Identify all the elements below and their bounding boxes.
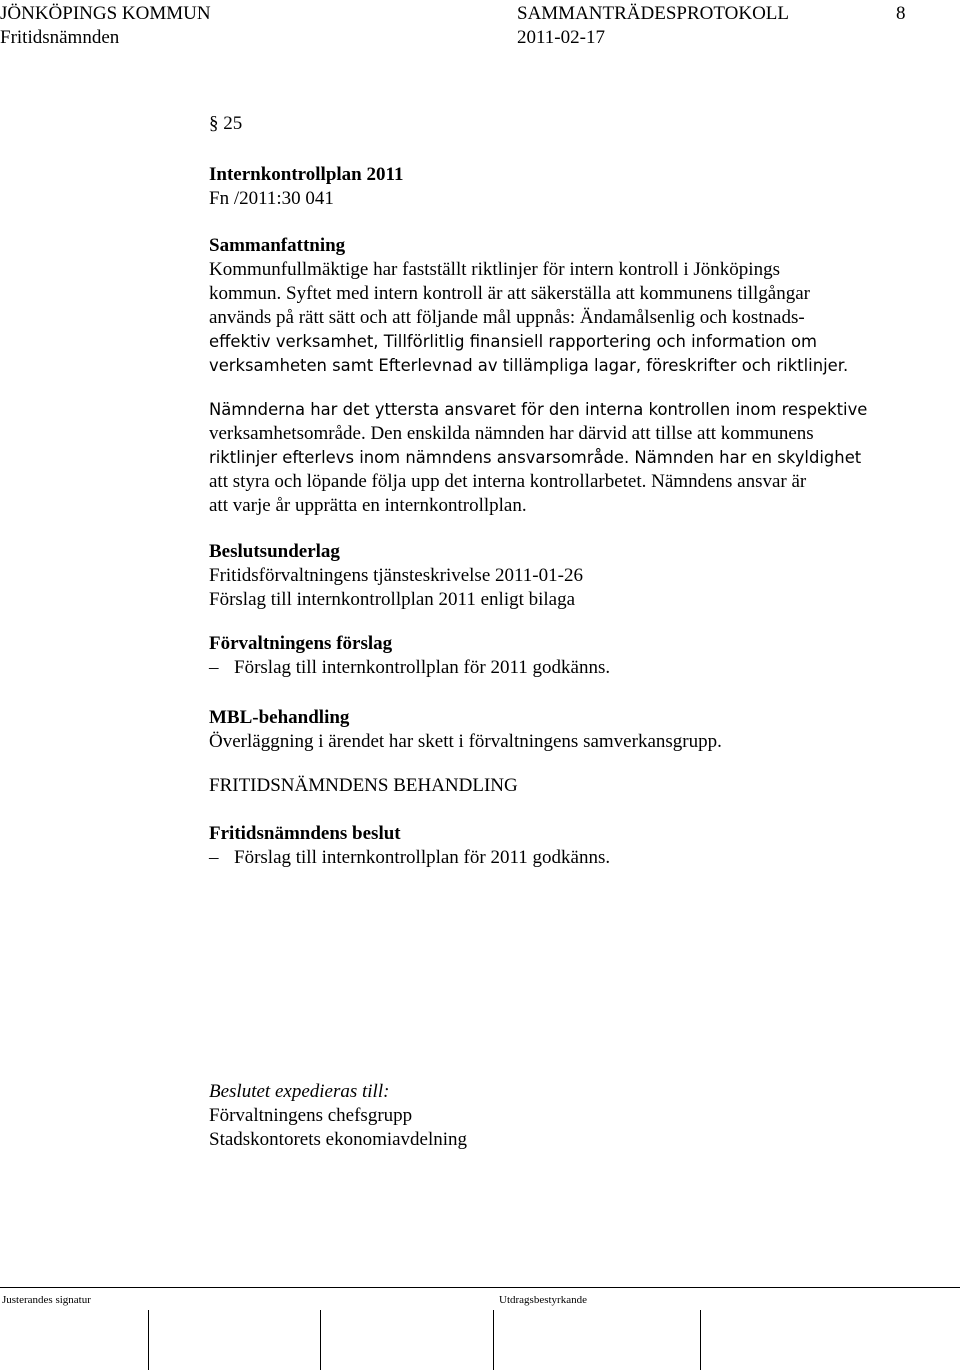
list-dash: –	[209, 657, 219, 678]
distribution-line: Stadskontorets ekonomiavdelning	[209, 1129, 468, 1150]
summary-line: används på rätt sätt och att följande mål uppnås: Ändamålsenlig och kostnads-	[209, 307, 805, 328]
certification-label: Utdragsbestyrkande	[499, 1294, 587, 1306]
decision-heading: Fritidsnämndens beslut	[209, 823, 401, 844]
org-name: JÖNKÖPINGS KOMMUN	[0, 3, 211, 24]
signature-divider	[148, 1310, 149, 1370]
summary-line: Kommunfullmäktige har fastställt riktlinjer för intern kontroll i Jönköpings	[209, 259, 780, 280]
admin-proposal-text: Förslag till internkontrollplan för 2011 godkänns.	[234, 657, 611, 678]
summary-line: Nämnderna har det yttersta ansvaret för den interna kontrollen inom respektive	[209, 400, 868, 419]
mbl-heading: MBL-behandling	[209, 707, 350, 728]
list-dash: –	[209, 847, 219, 868]
summary-line: att styra och löpande följa upp det interna kontrollarbetet. Nämndens ansvar är	[209, 471, 807, 492]
summary-line: kommun. Syftet med intern kontroll är att säkerställa att kommunens tillgångar	[209, 283, 811, 304]
distribution-line: Förvaltningens chefsgrupp	[209, 1105, 413, 1126]
basis-heading: Beslutsunderlag	[209, 541, 340, 562]
summary-line: verksamheten samt Efterlevnad av tillämpliga lagar, föreskrifter och riktlinjer.	[209, 356, 849, 375]
summary-line: effektiv verksamhet, Tillförlitlig finansiell rapportering och information om	[209, 332, 817, 351]
admin-proposal-heading: Förvaltningens förslag	[209, 633, 393, 654]
distribution-heading: Beslutet expedieras till:	[209, 1081, 390, 1102]
summary-line: att varje år upprätta en internkontrollplan.	[209, 495, 527, 516]
document-type: SAMMANTRÄDESPROTOKOLL	[517, 3, 790, 24]
summary-heading: Sammanfattning	[209, 235, 346, 256]
basis-line: Förslag till internkontrollplan 2011 enligt bilaga	[209, 589, 576, 610]
basis-line: Fritidsförvaltningens tjänsteskrivelse 2011-01-26	[209, 565, 583, 586]
signature-divider	[700, 1310, 701, 1370]
page-number: 8	[896, 3, 906, 24]
meeting-date: 2011-02-17	[517, 27, 605, 48]
decision-text: Förslag till internkontrollplan för 2011 godkänns.	[234, 847, 611, 868]
paragraph-number: § 25	[209, 113, 243, 134]
item-title: Internkontrollplan 2011	[209, 164, 404, 185]
signature-divider	[320, 1310, 321, 1370]
mbl-text: Överläggning i ärendet har skett i förvaltningens samverkansgrupp.	[209, 731, 722, 752]
proceedings-heading: FRITIDSNÄMNDENS BEHANDLING	[209, 775, 518, 796]
signature-divider	[493, 1310, 494, 1370]
committee-name: Fritidsnämnden	[0, 27, 120, 48]
summary-line: verksamhetsområde. Den enskilda nämnden har därvid att tillse att kommunens	[209, 423, 814, 444]
signature-label: Justerandes signatur	[2, 1294, 91, 1306]
case-number: Fn /2011:30 041	[209, 188, 334, 209]
footer-rule	[0, 1287, 960, 1288]
summary-line: riktlinjer efterlevs inom nämndens ansvarsområde. Nämnden har en skyldighet	[209, 448, 862, 467]
